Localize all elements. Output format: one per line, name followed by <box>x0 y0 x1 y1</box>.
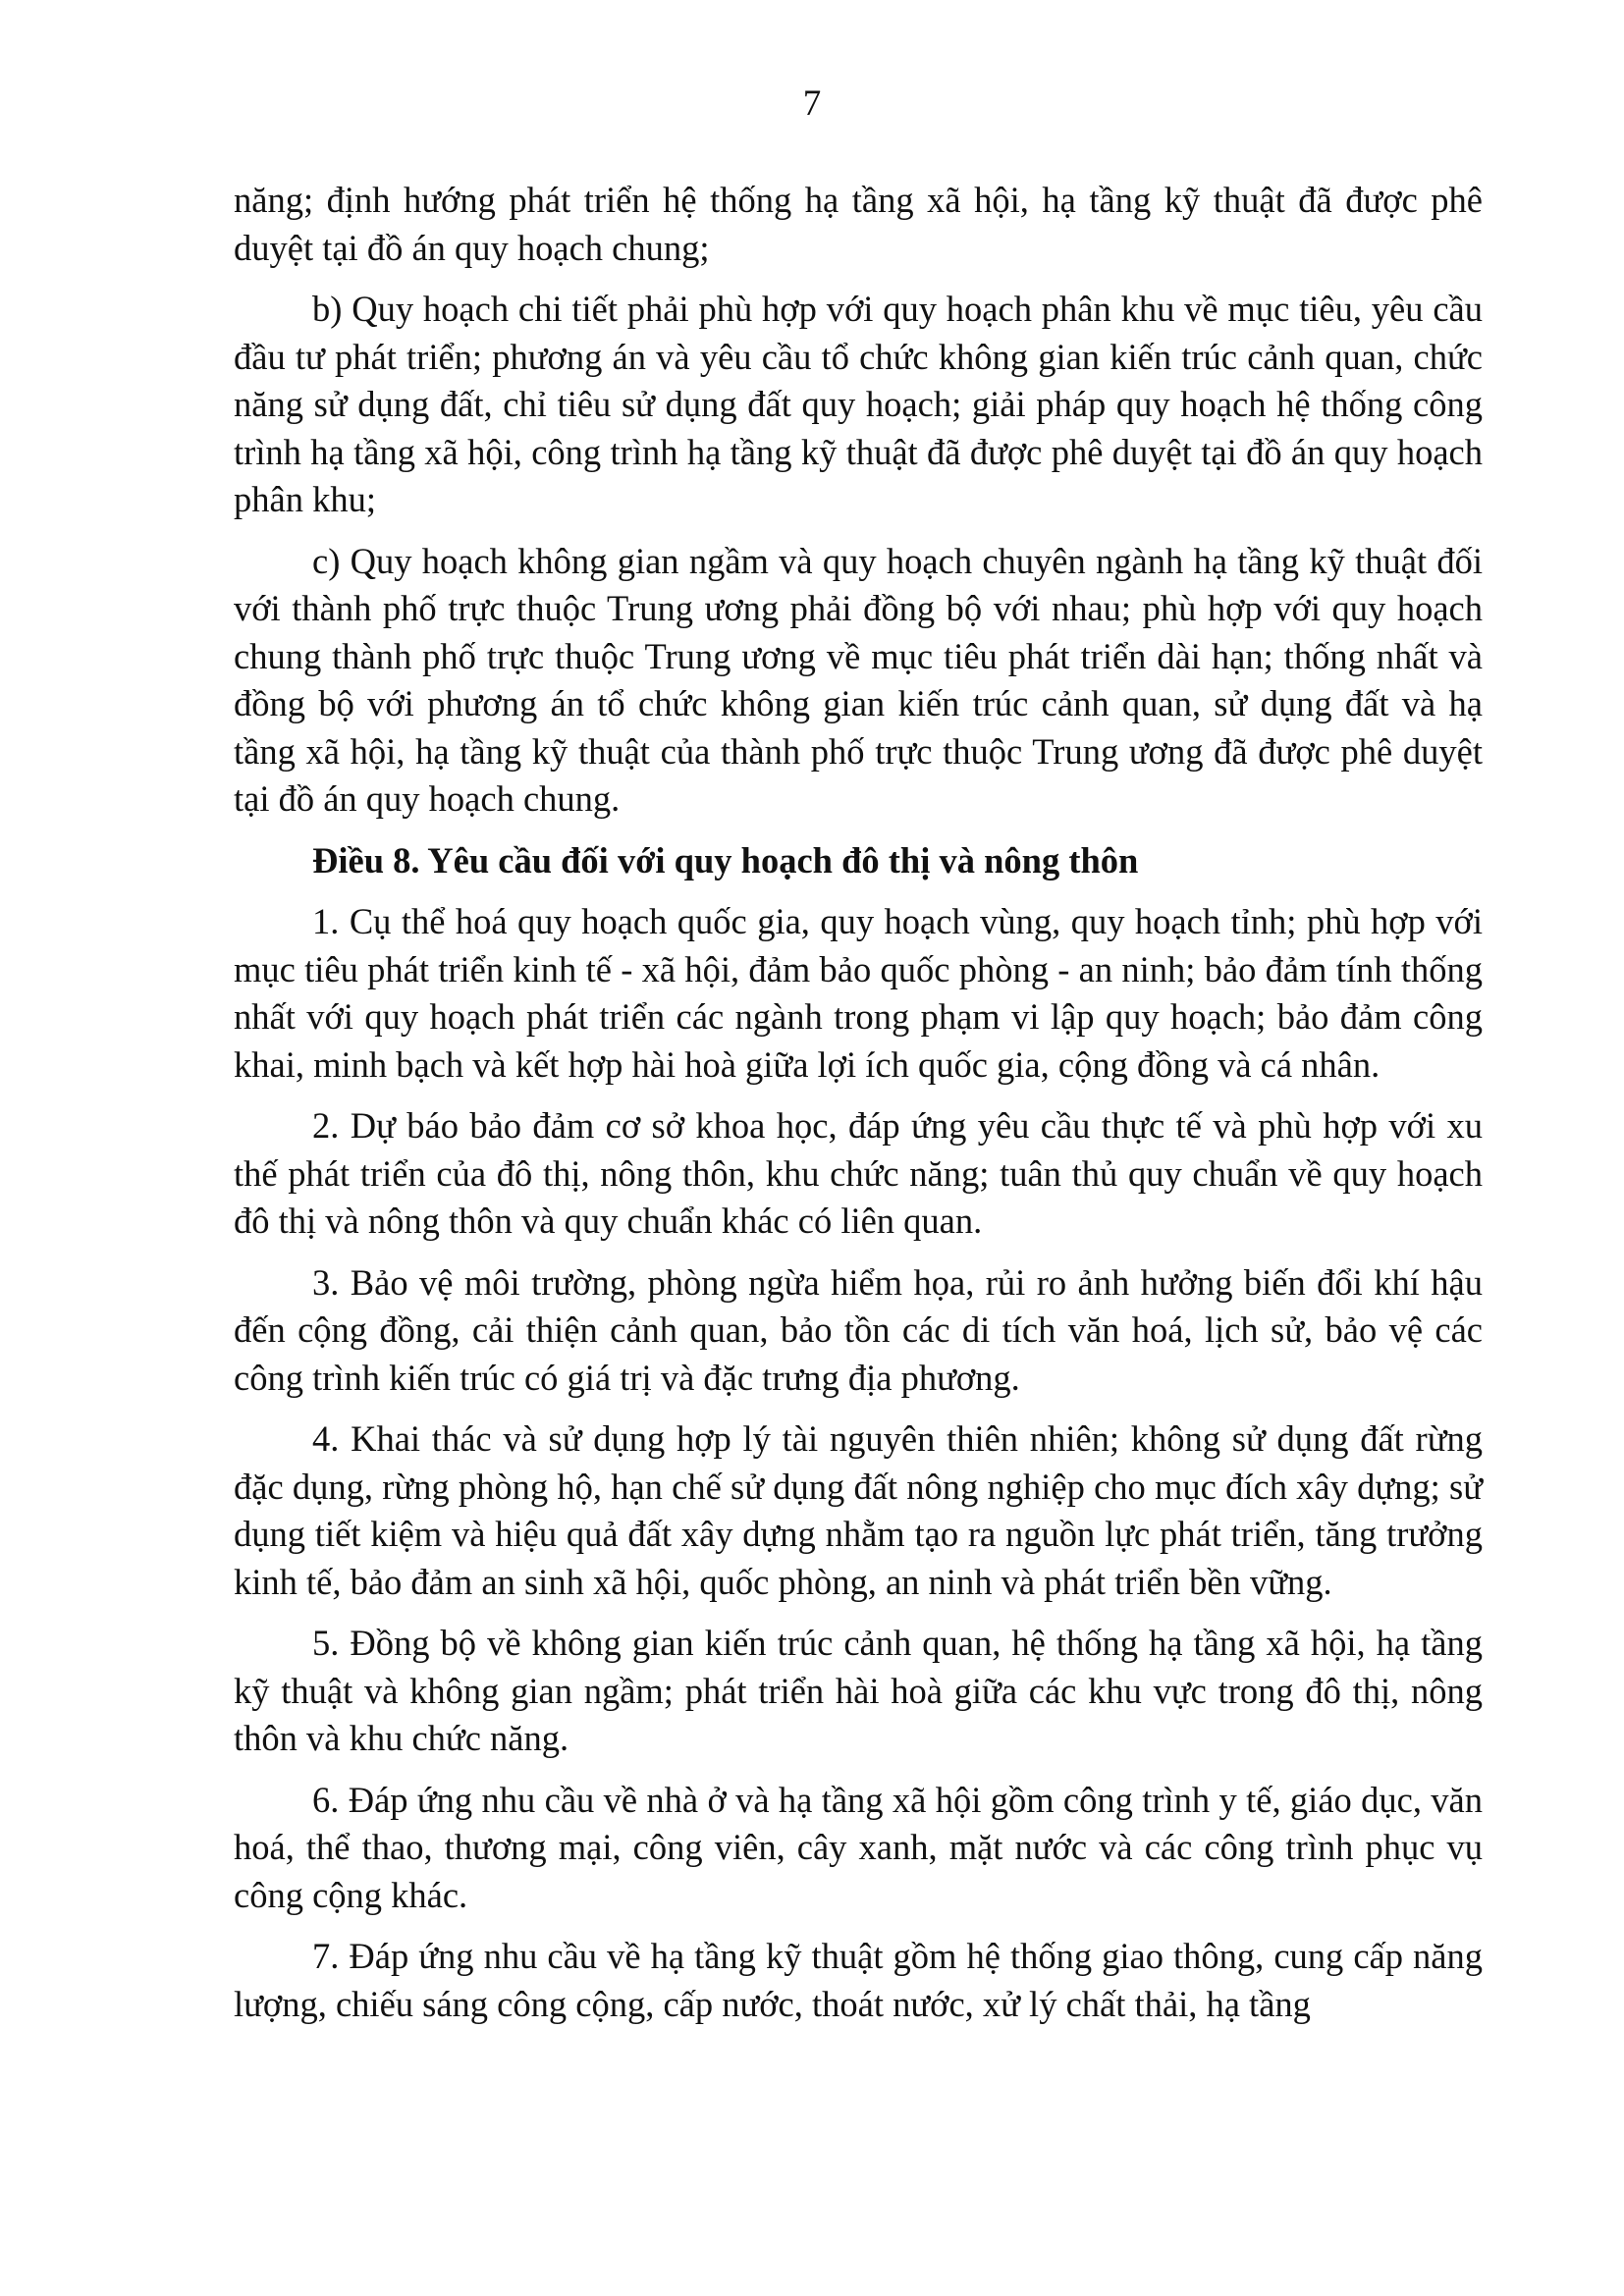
paragraph-clause-b: b) Quy hoạch chi tiết phải phù hợp với quy hoạch phân khu về mục tiêu, yêu cầu đầu tư phát triển; phương án và yêu cầu tổ chức không gian kiến trúc cảnh quan, chức năng sử dụng đất, chỉ tiêu sử dụng đất quy hoạch; giải pháp quy hoạch hệ thống công trình hạ tầng xã hội, công trình hạ tầng kỹ thuật đã được phê duyệt tại đồ án quy hoạch phân khu; <box>234 289 1483 519</box>
paragraph-item-2: 2. Dự báo bảo đảm cơ sở khoa học, đáp ứng yêu cầu thực tế và phù hợp với xu thế phát triển của đô thị, nông thôn, khu chức năng; tuân thủ quy chuẩn về quy hoạch đô thị và nông thôn và quy chuẩn khác có liên quan. <box>234 1105 1483 1241</box>
paragraph-item-6: 6. Đáp ứng nhu cầu về nhà ở và hạ tầng xã hội gồm công trình y tế, giáo dục, văn hoá, thể thao, thương mại, công viên, cây xanh, mặt nước và các công trình phục vụ công cộng khác. <box>234 1779 1483 1915</box>
paragraph-clause-c: c) Quy hoạch không gian ngầm và quy hoạch chuyên ngành hạ tầng kỹ thuật đối với thành phố trực thuộc Trung ương phải đồng bộ với nhau; phù hợp với quy hoạch chung thành phố trực thuộc Trung ương về mục tiêu phát triển dài hạn; thống nhất và đồng bộ với phương án tổ chức không gian kiến trúc cảnh quan, sử dụng đất và hạ tầng xã hội, hạ tầng kỹ thuật của thành phố trực thuộc Trung ương đã được phê duyệt tại đồ án quy hoạch chung. <box>234 540 1483 819</box>
paragraph-item-4: 4. Khai thác và sử dụng hợp lý tài nguyên thiên nhiên; không sử dụng đất rừng đặc dụng, rừng phòng hộ, hạn chế sử dụng đất nông nghiệp cho mục đích xây dựng; sử dụng tiết kiệm và hiệu quả đất xây dựng nhằm tạo ra nguồn lực phát triển, tăng trưởng kinh tế, bảo đảm an sinh xã hội, quốc phòng, an ninh và phát triển bền vững. <box>234 1418 1483 1602</box>
paragraph-continuation: năng; định hướng phát triển hệ thống hạ tầng xã hội, hạ tầng kỹ thuật đã được phê duyệt tại đồ án quy hoạch chung; <box>234 180 1483 268</box>
page-number: 7 <box>802 83 822 124</box>
paragraph-item-5: 5. Đồng bộ về không gian kiến trúc cảnh quan, hệ thống hạ tầng xã hội, hạ tầng kỹ thuật và không gian ngầm; phát triển hài hoà giữa các khu vực trong đô thị, nông thôn và khu chức năng. <box>234 1623 1483 1758</box>
paragraph-item-1: 1. Cụ thể hoá quy hoạch quốc gia, quy hoạch vùng, quy hoạch tỉnh; phù hợp với mục tiêu phát triển kinh tế - xã hội, đảm bảo quốc phòng - an ninh; bảo đảm tính thống nhất với quy hoạch phát triển các ngành trong phạm vi lập quy hoạch; bảo đảm công khai, minh bạch và kết hợp hài hoà giữa lợi ích quốc gia, cộng đồng và cá nhân. <box>234 901 1483 1085</box>
paragraph-item-3: 3. Bảo vệ môi trường, phòng ngừa hiểm họa, rủi ro ảnh hưởng biến đổi khí hậu đến cộng đồng, cải thiện cảnh quan, bảo tồn các di tích văn hoá, lịch sử, bảo vệ các công trình kiến trúc có giá trị và đặc trưng địa phương. <box>234 1261 1483 1398</box>
paragraph-item-7: 7. Đáp ứng nhu cầu về hạ tầng kỹ thuật gồm hệ thống giao thông, cung cấp năng lượng, chiếu sáng công cộng, cấp nước, thoát nước, xử lý chất thải, hạ tầng <box>234 1936 1483 2024</box>
article-8-heading: Điều 8. Yêu cầu đối với quy hoạch đô thị và nông thôn <box>312 839 1139 881</box>
document-body <box>234 177 1483 2042</box>
